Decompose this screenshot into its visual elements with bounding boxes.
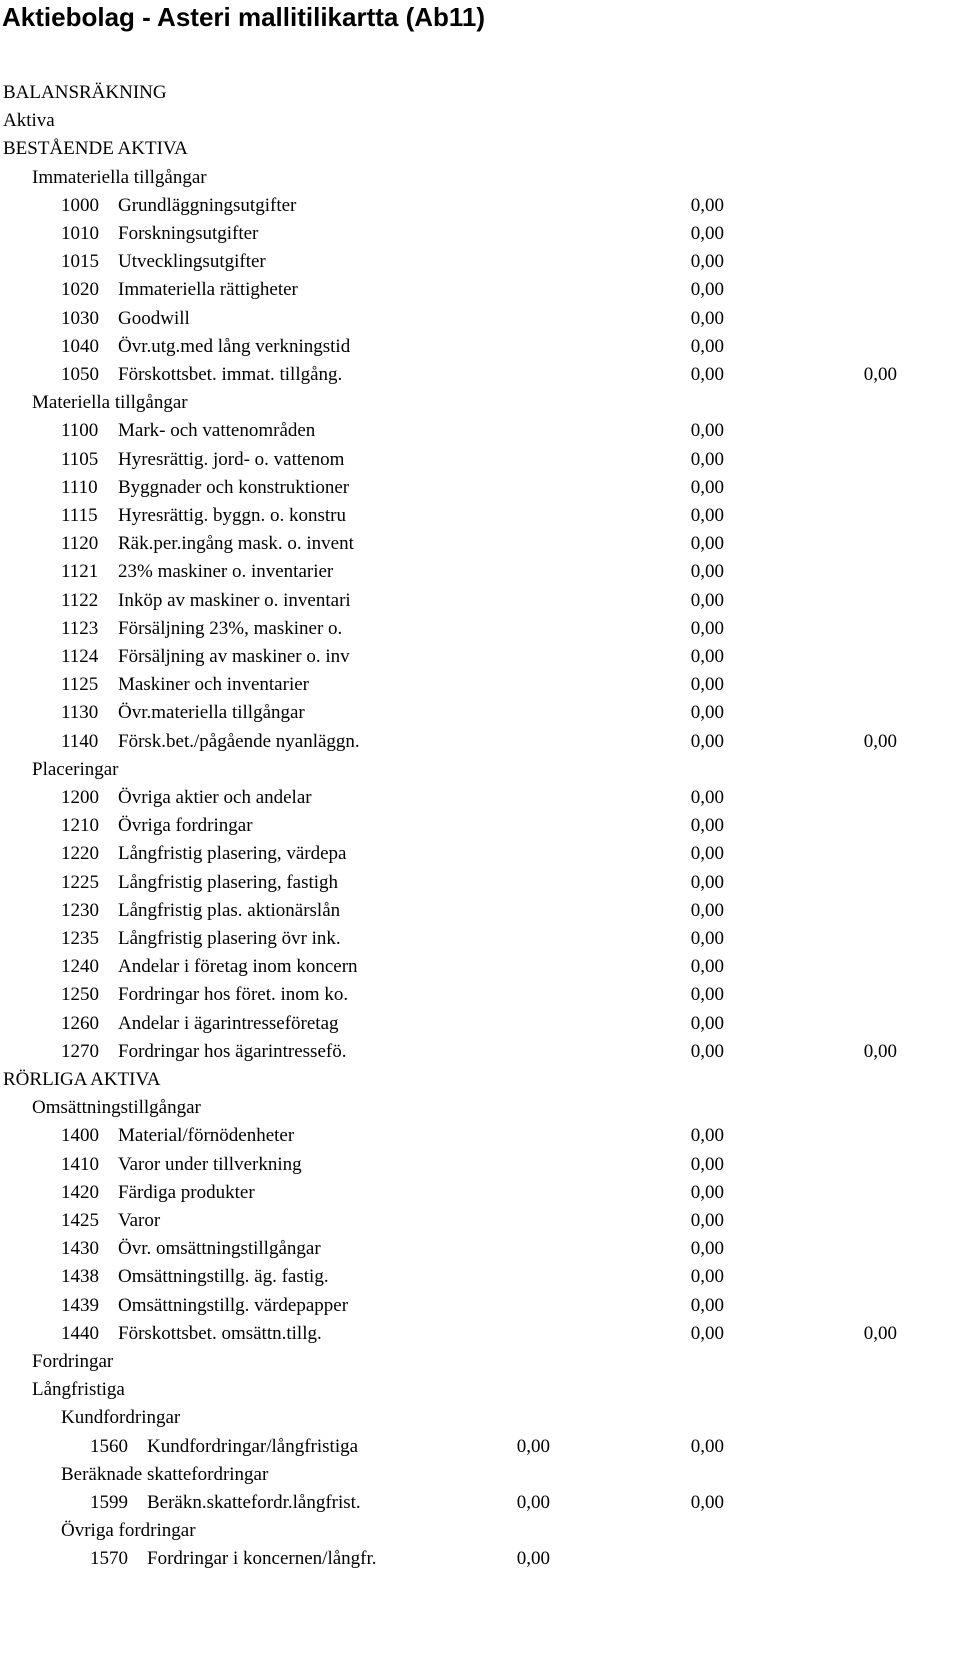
account-code: 1240 bbox=[61, 956, 99, 978]
balance-col-1: 0,00 bbox=[516, 1548, 550, 1570]
account-name: Andelar i företag inom koncern bbox=[118, 956, 358, 978]
account-name: Övriga fordringar bbox=[118, 815, 253, 837]
account-code: 1121 bbox=[61, 561, 99, 583]
account-name: Hyresrättig. jord- o. vattenom bbox=[118, 448, 345, 470]
section-heading bbox=[0, 1516, 960, 1546]
section-heading bbox=[0, 755, 960, 785]
account-row bbox=[0, 1206, 960, 1236]
section-heading-text: Placeringar bbox=[32, 758, 119, 780]
account-name: Försäljning 23%, maskiner o. bbox=[118, 617, 343, 639]
section-heading bbox=[0, 388, 960, 418]
account-row bbox=[0, 896, 960, 926]
account-name: Maskiner och inventarier bbox=[118, 674, 309, 696]
account-name: 23% maskiner o. inventarier bbox=[118, 561, 334, 583]
account-code: 1124 bbox=[61, 646, 99, 667]
balance-col-2: 0,00 bbox=[690, 476, 724, 498]
section-heading-text: Fordringar bbox=[32, 1351, 114, 1372]
balance-col-2: 0,00 bbox=[690, 1322, 724, 1344]
account-name: Fordringar i koncernen/långfr. bbox=[147, 1548, 377, 1570]
account-name: Byggnader och konstruktioner bbox=[118, 476, 350, 498]
account-row bbox=[0, 811, 960, 841]
account-code: 1210 bbox=[61, 815, 99, 837]
account-code: 1425 bbox=[61, 1210, 99, 1231]
section-heading-text: RÖRLIGA AKTIVA bbox=[3, 1069, 161, 1090]
balance-col-2: 0,00 bbox=[690, 1181, 724, 1203]
balance-col-2: 0,00 bbox=[690, 364, 724, 385]
account-code: 1120 bbox=[61, 533, 99, 555]
balance-col-2: 0,00 bbox=[690, 843, 724, 865]
account-code: 1140 bbox=[61, 730, 99, 752]
account-code: 1560 bbox=[90, 1435, 128, 1457]
account-code: 1440 bbox=[61, 1322, 99, 1344]
account-code: 1225 bbox=[61, 871, 99, 893]
account-code: 1570 bbox=[90, 1548, 128, 1570]
account-name: Varor bbox=[118, 1210, 161, 1231]
account-name: Omsättningstillg. värdepapper bbox=[118, 1294, 349, 1316]
account-name: Fordringar hos ägarintressefö. bbox=[118, 1040, 347, 1062]
account-code: 1030 bbox=[61, 307, 99, 329]
section-heading bbox=[0, 163, 960, 193]
balance-col-2: 0,00 bbox=[690, 871, 724, 893]
account-code: 1220 bbox=[61, 843, 99, 865]
account-name: Forskningsutgifter bbox=[118, 223, 259, 244]
account-row bbox=[0, 1544, 960, 1574]
account-code: 1599 bbox=[90, 1492, 128, 1513]
section-heading-text: BESTÅENDE AKTIVA bbox=[3, 138, 188, 160]
balance-col-2: 0,00 bbox=[690, 505, 724, 526]
account-row bbox=[0, 1009, 960, 1039]
section-heading bbox=[0, 1403, 960, 1433]
balance-col-2: 0,00 bbox=[690, 899, 724, 921]
account-row bbox=[0, 1234, 960, 1264]
section-heading bbox=[0, 1375, 960, 1405]
account-name: Övr.utg.med lång verkningstid bbox=[118, 335, 351, 357]
account-row bbox=[0, 360, 960, 390]
balance-col-2: 0,00 bbox=[690, 1435, 724, 1457]
section-heading bbox=[0, 1093, 960, 1123]
account-name: Förskottsbet. omsättn.tillg. bbox=[118, 1322, 322, 1344]
balance-col-2: 0,00 bbox=[690, 1294, 724, 1316]
account-row bbox=[0, 727, 960, 757]
account-code: 1420 bbox=[61, 1181, 99, 1203]
account-code: 1130 bbox=[61, 702, 99, 724]
account-name: Räk.per.ingång mask. o. invent bbox=[118, 533, 354, 555]
section-heading-text: Långfristiga bbox=[32, 1379, 125, 1401]
account-row bbox=[0, 868, 960, 898]
balance-col-3: 0,00 bbox=[863, 1322, 897, 1344]
account-name: Kundfordringar/långfristiga bbox=[147, 1435, 359, 1457]
account-code: 1230 bbox=[61, 899, 99, 921]
balance-col-2: 0,00 bbox=[690, 1492, 724, 1513]
account-name: Övriga aktier och andelar bbox=[118, 787, 312, 808]
balance-col-2: 0,00 bbox=[690, 815, 724, 837]
account-row bbox=[0, 1262, 960, 1292]
page-title: Aktiebolag - Asteri mallitilikartta (Ab11) bbox=[2, 2, 486, 32]
account-code: 1260 bbox=[61, 1012, 99, 1034]
balance-col-2: 0,00 bbox=[690, 702, 724, 724]
account-code: 1438 bbox=[61, 1266, 99, 1288]
balance-col-3: 0,00 bbox=[863, 1040, 897, 1062]
balance-col-2: 0,00 bbox=[690, 956, 724, 978]
balance-col-2: 0,00 bbox=[690, 251, 724, 273]
section-heading-text: Omsättningstillgångar bbox=[32, 1097, 201, 1119]
account-row bbox=[0, 473, 960, 503]
section-heading-text: Beräknade skattefordringar bbox=[61, 1463, 269, 1485]
balance-col-2: 0,00 bbox=[690, 984, 724, 1006]
account-code: 1050 bbox=[61, 364, 99, 385]
balance-col-2: 0,00 bbox=[690, 787, 724, 808]
account-row bbox=[0, 191, 960, 221]
account-code: 1122 bbox=[61, 589, 99, 611]
account-row bbox=[0, 275, 960, 305]
account-row bbox=[0, 670, 960, 700]
account-code: 1105 bbox=[61, 448, 99, 470]
account-row bbox=[0, 501, 960, 531]
account-row bbox=[0, 839, 960, 869]
balance-col-2: 0,00 bbox=[690, 448, 724, 470]
balance-col-2: 0,00 bbox=[690, 420, 724, 442]
account-code: 1250 bbox=[61, 984, 99, 1006]
balance-col-2: 0,00 bbox=[690, 561, 724, 583]
section-heading bbox=[0, 78, 960, 108]
account-code: 1110 bbox=[61, 476, 98, 498]
balance-col-1: 0,00 bbox=[516, 1492, 550, 1513]
section-heading bbox=[0, 1347, 960, 1377]
account-row bbox=[0, 1150, 960, 1180]
account-row bbox=[0, 247, 960, 277]
account-row bbox=[0, 1319, 960, 1349]
balance-col-2: 0,00 bbox=[690, 307, 724, 329]
section-heading bbox=[0, 1065, 960, 1095]
balance-col-2: 0,00 bbox=[690, 335, 724, 357]
account-name: Färdiga produkter bbox=[118, 1181, 255, 1203]
account-row bbox=[0, 642, 960, 672]
account-name: Fordringar hos föret. inom ko. bbox=[118, 984, 349, 1006]
account-row bbox=[0, 698, 960, 728]
account-row bbox=[0, 783, 960, 813]
account-name: Beräkn.skattefordr.långfrist. bbox=[147, 1492, 361, 1513]
account-code: 1015 bbox=[61, 251, 99, 273]
account-name: Övr.materiella tillgångar bbox=[118, 702, 305, 724]
account-name: Andelar i ägarintresseföretag bbox=[118, 1012, 339, 1034]
section-heading-text: Övriga fordringar bbox=[61, 1520, 196, 1542]
balance-col-2: 0,00 bbox=[690, 1210, 724, 1231]
account-code: 1040 bbox=[61, 335, 99, 357]
account-name: Goodwill bbox=[118, 307, 190, 329]
account-name: Långfristig plasering, fastigh bbox=[118, 871, 339, 893]
account-code: 1410 bbox=[61, 1153, 99, 1175]
account-name: Inköp av maskiner o. inventari bbox=[118, 589, 351, 611]
section-heading bbox=[0, 106, 960, 136]
account-row bbox=[0, 1432, 960, 1462]
account-row bbox=[0, 1121, 960, 1151]
account-name: Varor under tillverkning bbox=[118, 1153, 302, 1175]
account-row bbox=[0, 1037, 960, 1067]
balance-col-2: 0,00 bbox=[690, 730, 724, 752]
balance-col-2: 0,00 bbox=[690, 1012, 724, 1034]
account-name: Förskottsbet. immat. tillgång. bbox=[118, 364, 343, 385]
balance-col-2: 0,00 bbox=[690, 223, 724, 244]
account-row bbox=[0, 332, 960, 362]
account-row bbox=[0, 219, 960, 249]
account-name: Grundläggningsutgifter bbox=[118, 194, 297, 216]
account-name: Försk.bet./pågående nyanläggn. bbox=[118, 730, 360, 752]
account-row bbox=[0, 304, 960, 334]
account-code: 1020 bbox=[61, 279, 99, 301]
account-code: 1439 bbox=[61, 1294, 99, 1316]
account-code: 1430 bbox=[61, 1238, 99, 1260]
balance-col-2: 0,00 bbox=[690, 1040, 724, 1062]
balance-col-1: 0,00 bbox=[516, 1435, 550, 1457]
account-row bbox=[0, 1488, 960, 1518]
account-code: 1400 bbox=[61, 1125, 99, 1147]
account-row bbox=[0, 614, 960, 644]
section-heading-text: BALANSRÄKNING bbox=[3, 82, 167, 103]
balance-col-2: 0,00 bbox=[690, 533, 724, 555]
balance-col-3: 0,00 bbox=[863, 364, 897, 385]
balance-col-2: 0,00 bbox=[690, 1153, 724, 1175]
balance-col-2: 0,00 bbox=[690, 617, 724, 639]
balance-col-2: 0,00 bbox=[690, 1266, 724, 1288]
account-row bbox=[0, 1178, 960, 1208]
section-heading bbox=[0, 1460, 960, 1490]
balance-col-2: 0,00 bbox=[690, 928, 724, 949]
balance-col-2: 0,00 bbox=[690, 194, 724, 216]
section-heading-text: Kundfordringar bbox=[61, 1407, 181, 1429]
account-name: Hyresrättig. byggn. o. konstru bbox=[118, 505, 346, 526]
section-heading bbox=[0, 134, 960, 164]
account-name: Långfristig plasering övr ink. bbox=[118, 928, 341, 949]
account-code: 1010 bbox=[61, 223, 99, 244]
account-code: 1235 bbox=[61, 928, 99, 949]
section-heading-text: Materiella tillgångar bbox=[32, 392, 188, 414]
account-name: Långfristig plas. aktionärslån bbox=[118, 899, 341, 921]
account-row bbox=[0, 924, 960, 954]
balance-col-2: 0,00 bbox=[690, 1238, 724, 1260]
account-row bbox=[0, 980, 960, 1010]
account-name: Övr. omsättningstillgångar bbox=[118, 1238, 321, 1260]
section-heading-text: Immateriella tillgångar bbox=[32, 166, 207, 188]
balance-col-2: 0,00 bbox=[690, 589, 724, 611]
account-row bbox=[0, 529, 960, 559]
account-code: 1270 bbox=[61, 1040, 99, 1062]
balance-col-2: 0,00 bbox=[690, 646, 724, 667]
account-code: 1115 bbox=[61, 505, 98, 526]
account-row bbox=[0, 952, 960, 982]
balance-col-2: 0,00 bbox=[690, 674, 724, 696]
balance-col-2: 0,00 bbox=[690, 1125, 724, 1147]
balance-col-2: 0,00 bbox=[690, 279, 724, 301]
account-row bbox=[0, 445, 960, 475]
account-code: 1123 bbox=[61, 617, 99, 639]
account-row bbox=[0, 416, 960, 446]
account-name: Immateriella rättigheter bbox=[118, 279, 298, 301]
account-row bbox=[0, 586, 960, 616]
account-name: Omsättningstillg. äg. fastig. bbox=[118, 1266, 329, 1288]
account-row bbox=[0, 557, 960, 587]
account-name: Långfristig plasering, värdepa bbox=[118, 843, 347, 865]
balance-col-3: 0,00 bbox=[863, 730, 897, 752]
account-name: Försäljning av maskiner o. inv bbox=[118, 646, 350, 667]
account-code: 1125 bbox=[61, 674, 99, 696]
account-name: Utvecklingsutgifter bbox=[118, 251, 266, 273]
account-code: 1000 bbox=[61, 194, 99, 216]
account-code: 1100 bbox=[61, 420, 99, 442]
account-row bbox=[0, 1291, 960, 1321]
account-code: 1200 bbox=[61, 787, 99, 808]
section-heading-text: Aktiva bbox=[3, 110, 55, 132]
account-name: Mark- och vattenområden bbox=[118, 420, 316, 442]
account-name: Material/förnödenheter bbox=[118, 1125, 295, 1147]
